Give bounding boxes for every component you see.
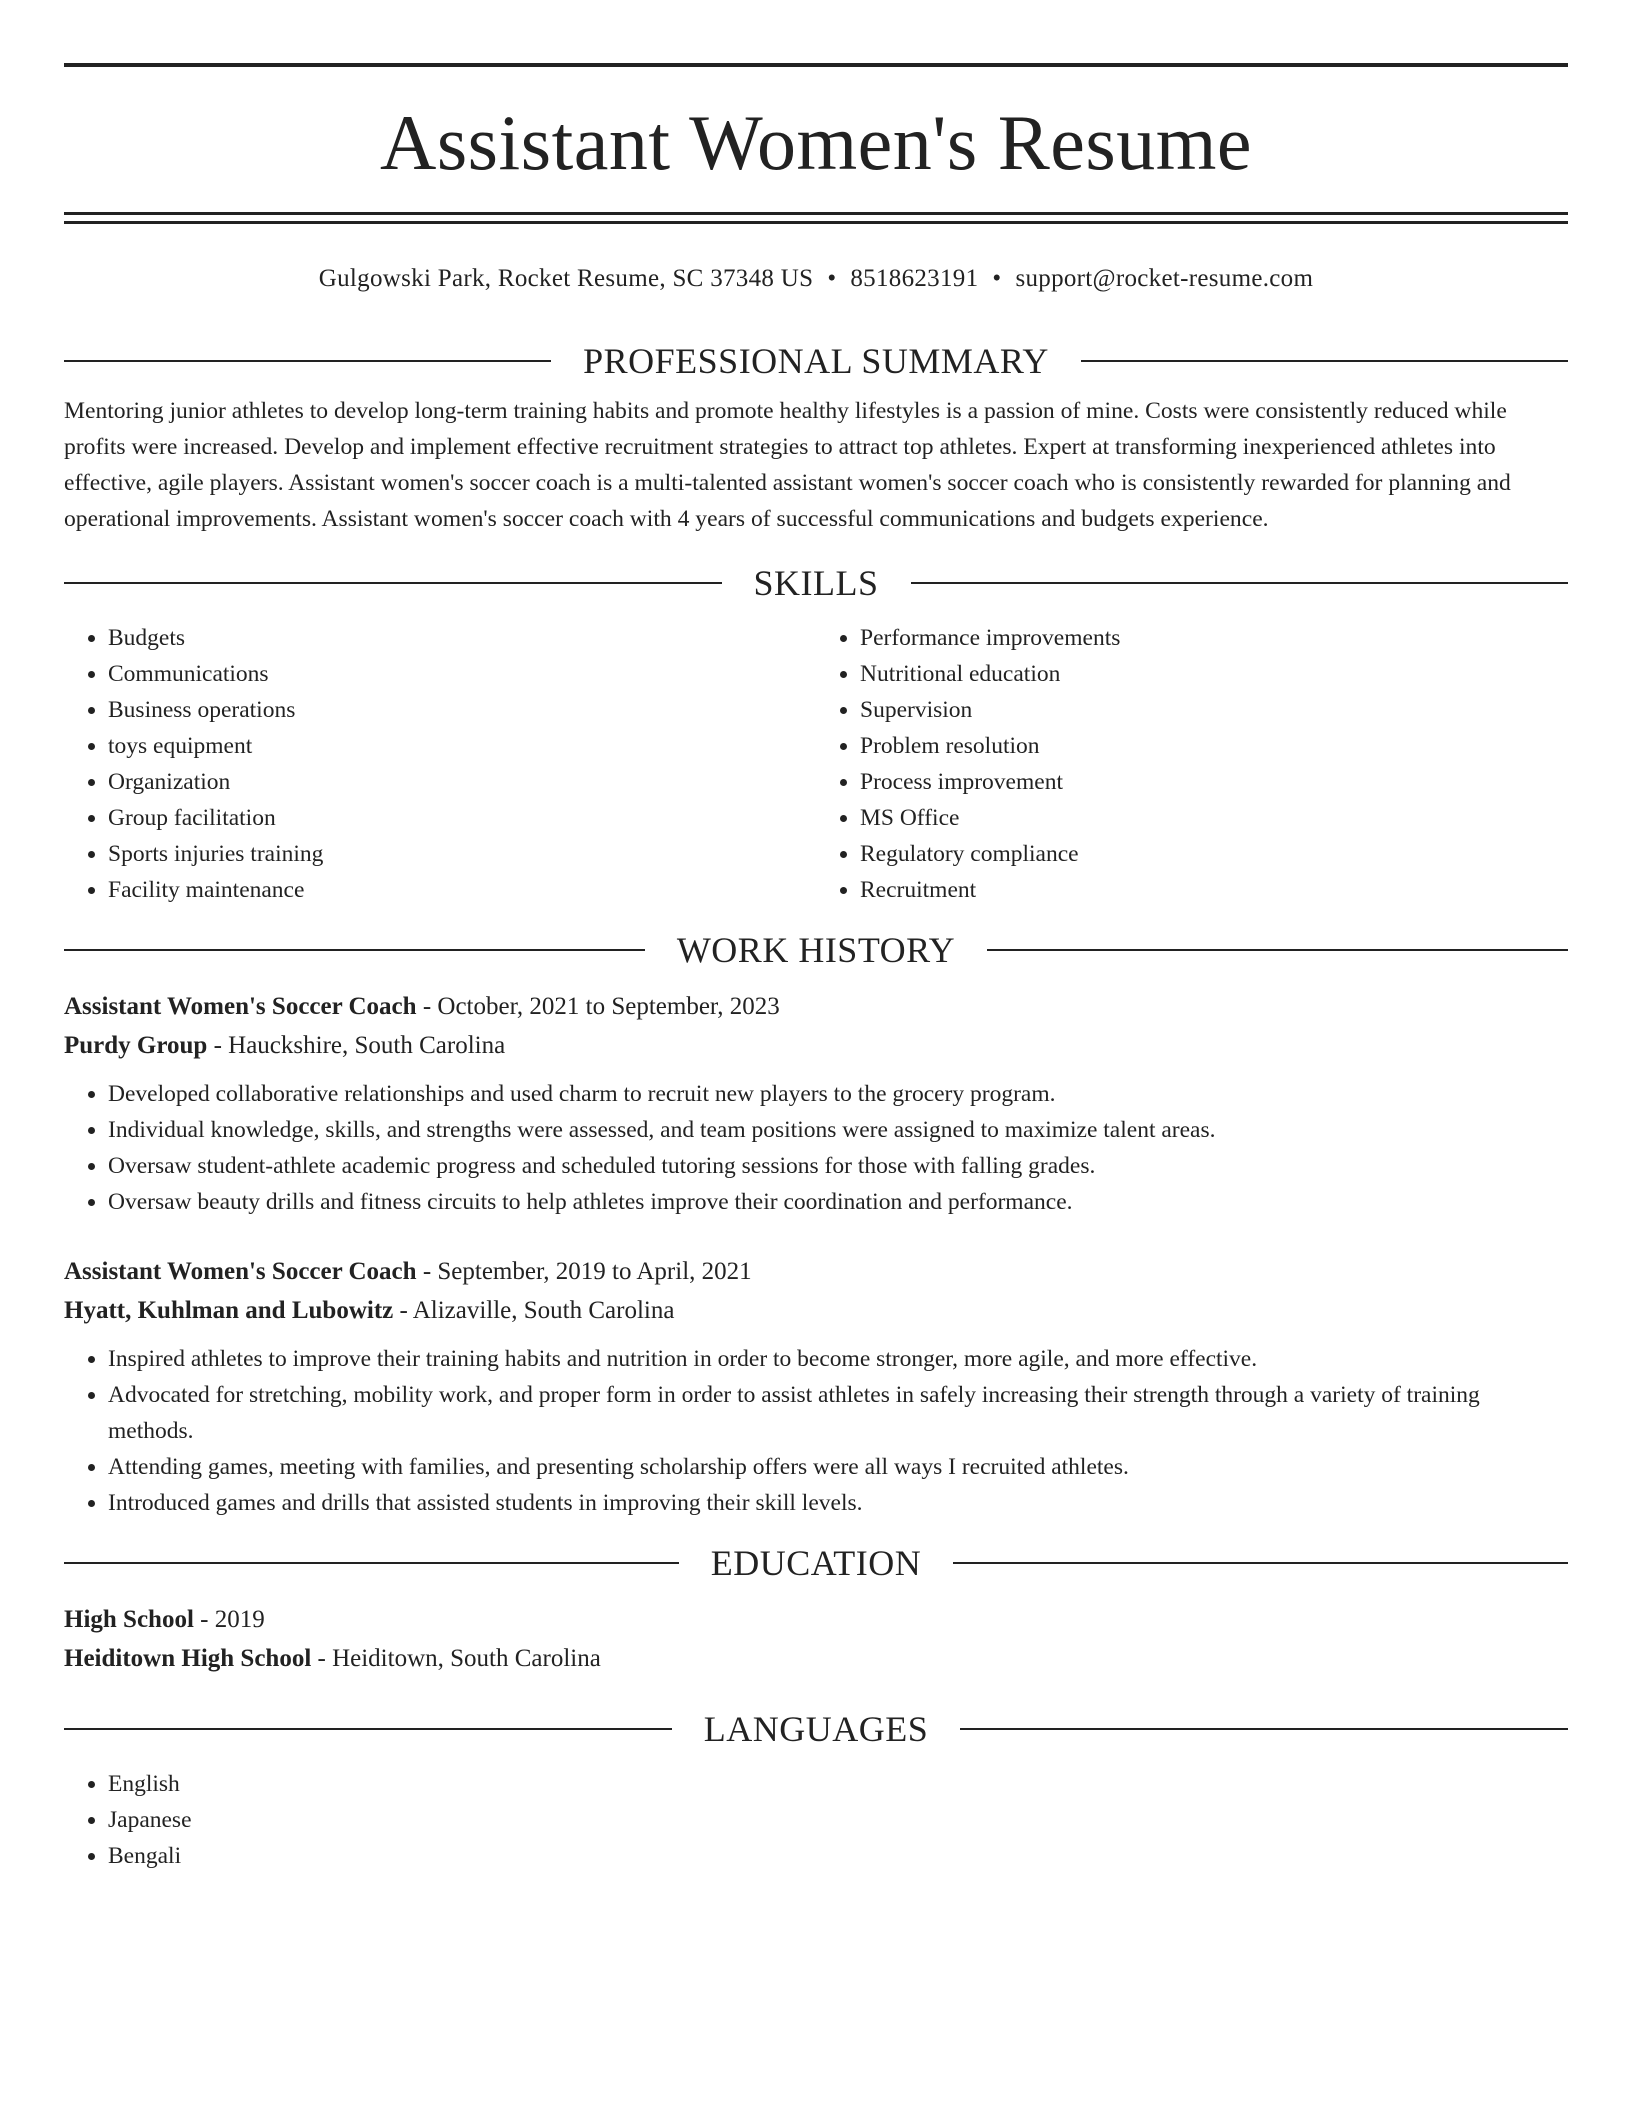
job-location: - Hauckshire, South Carolina: [207, 1032, 506, 1059]
skill-item: • Budgets: [108, 620, 816, 656]
section-title-skills: SKILLS: [753, 563, 879, 603]
job-bullet: • Individual knowledge, skills, and strengths were assessed, and team positions were assigned to maximize talent areas.: [108, 1112, 1568, 1148]
skills-column-left: [64, 620, 816, 908]
skill-item: • Supervision: [860, 692, 1568, 728]
section-rule: [64, 582, 722, 584]
section-header-education: [64, 1543, 1568, 1583]
job-bullets: [64, 1076, 1568, 1220]
contact-separator: •: [827, 265, 837, 292]
job-title-line: [64, 1252, 1568, 1291]
section-rule: [911, 582, 1569, 584]
skill-item: • Regulatory compliance: [860, 836, 1568, 872]
job-dates: - September, 2019 to April, 2021: [416, 1258, 752, 1285]
section-rule: [64, 360, 551, 362]
education-school-line: [64, 1639, 1568, 1678]
contact-address: Gulgowski Park, Rocket Resume, SC 37348 US: [318, 265, 814, 292]
contact-line: [64, 264, 1568, 294]
job-company: Purdy Group: [64, 1032, 208, 1059]
section-title-work: WORK HISTORY: [676, 930, 956, 970]
section-rule: [1081, 360, 1568, 362]
job-company-line: [64, 1291, 1568, 1330]
section-rule: [960, 1728, 1568, 1730]
job-location: - Alizaville, South Carolina: [393, 1297, 675, 1324]
job-bullet: • Attending games, meeting with families, and presenting scholarship offers were all ways I recruited athletes.: [108, 1449, 1568, 1485]
section-title-education: EDUCATION: [710, 1543, 922, 1583]
job-bullet: • Introduced games and drills that assisted students in improving their skill levels.: [108, 1485, 1568, 1521]
skill-item: • Nutritional education: [860, 656, 1568, 692]
section-rule: [987, 949, 1568, 951]
section-rule: [953, 1562, 1568, 1564]
top-rule: [64, 63, 1568, 67]
job-bullet: • Oversaw student-athlete academic progress and scheduled tutoring sessions for those with falling grades.: [108, 1148, 1568, 1184]
section-title-summary: PROFESSIONAL SUMMARY: [583, 341, 1049, 381]
job-title: Assistant Women's Soccer Coach: [64, 1258, 417, 1285]
language-item: • Japanese: [108, 1802, 1568, 1838]
job-entry: [64, 987, 1568, 1220]
job-title: Assistant Women's Soccer Coach: [64, 993, 417, 1020]
language-item: • Bengali: [108, 1838, 1568, 1874]
section-rule: [64, 1728, 672, 1730]
contact-separator: •: [992, 265, 1002, 292]
job-company-line: [64, 1026, 1568, 1065]
section-header-work: [64, 930, 1568, 970]
skill-item: • Communications: [108, 656, 816, 692]
education-year: - 2019: [193, 1606, 265, 1633]
job-company: Hyatt, Kuhlman and Lubowitz: [64, 1297, 394, 1324]
skill-item: • Recruitment: [860, 872, 1568, 908]
skill-item: • MS Office: [860, 800, 1568, 836]
section-rule: [64, 949, 645, 951]
section-header-languages: [64, 1709, 1568, 1749]
skill-item: • Performance improvements: [860, 620, 1568, 656]
job-bullet: • Inspired athletes to improve their training habits and nutrition in order to become stronger, more agile, and more effective.: [108, 1341, 1568, 1377]
job-bullets: [64, 1341, 1568, 1521]
skills-column-right: [816, 620, 1568, 908]
skill-item: • Sports injuries training: [108, 836, 816, 872]
skill-item: • Group facilitation: [108, 800, 816, 836]
section-title-languages: LANGUAGES: [703, 1709, 929, 1749]
skill-item: • Business operations: [108, 692, 816, 728]
section-rule: [64, 1562, 679, 1564]
skill-item: • Problem resolution: [860, 728, 1568, 764]
skill-item: • toys equipment: [108, 728, 816, 764]
education-degree: High School: [64, 1606, 194, 1633]
contact-phone: 8518623191: [850, 265, 979, 292]
job-entry: [64, 1252, 1568, 1521]
section-header-summary: [64, 341, 1568, 381]
skill-item: • Process improvement: [860, 764, 1568, 800]
education-degree-line: [64, 1600, 1568, 1639]
education-location: - Heiditown, South Carolina: [311, 1645, 601, 1672]
language-item: • English: [108, 1766, 1568, 1802]
skill-item: • Facility maintenance: [108, 872, 816, 908]
skills-list: [64, 620, 1568, 908]
summary-text: Mentoring junior athletes to develop long-term training habits and promote healthy lifestyles is a passion of mine. Costs were consistently reduced while profits were increased. Develop and implement effective recruitment strategies to attract top athletes. Expert at transforming inexperienced athletes into effective, agile players. Assistant women's soccer coach is a multi-talented assistant women's soccer coach who is consistently rewarded for planning and operational improvements. Assistant women's soccer coach with 4 years of successful communications and budgets experience.: [64, 398, 1511, 532]
job-title-line: [64, 987, 1568, 1026]
section-header-skills: [64, 563, 1568, 603]
resume-title: Assistant Women's Resume: [380, 99, 1252, 186]
education-entry: [64, 1600, 1568, 1678]
job-bullet: • Developed collaborative relationships and used charm to recruit new players to the grocery program.: [108, 1076, 1568, 1112]
job-dates: - October, 2021 to September, 2023: [416, 993, 780, 1020]
skill-item: • Organization: [108, 764, 816, 800]
job-bullet: • Oversaw beauty drills and fitness circuits to help athletes improve their coordination and performance.: [108, 1184, 1568, 1220]
contact-email: support@rocket-resume.com: [1015, 265, 1314, 292]
job-bullet: • Advocated for stretching, mobility work, and proper form in order to assist athletes in safely increasing their strength through a variety of training methods.: [108, 1377, 1568, 1449]
education-school: Heiditown High School: [64, 1645, 312, 1672]
languages-list: [64, 1766, 1568, 1874]
title-double-rule: [64, 212, 1568, 224]
